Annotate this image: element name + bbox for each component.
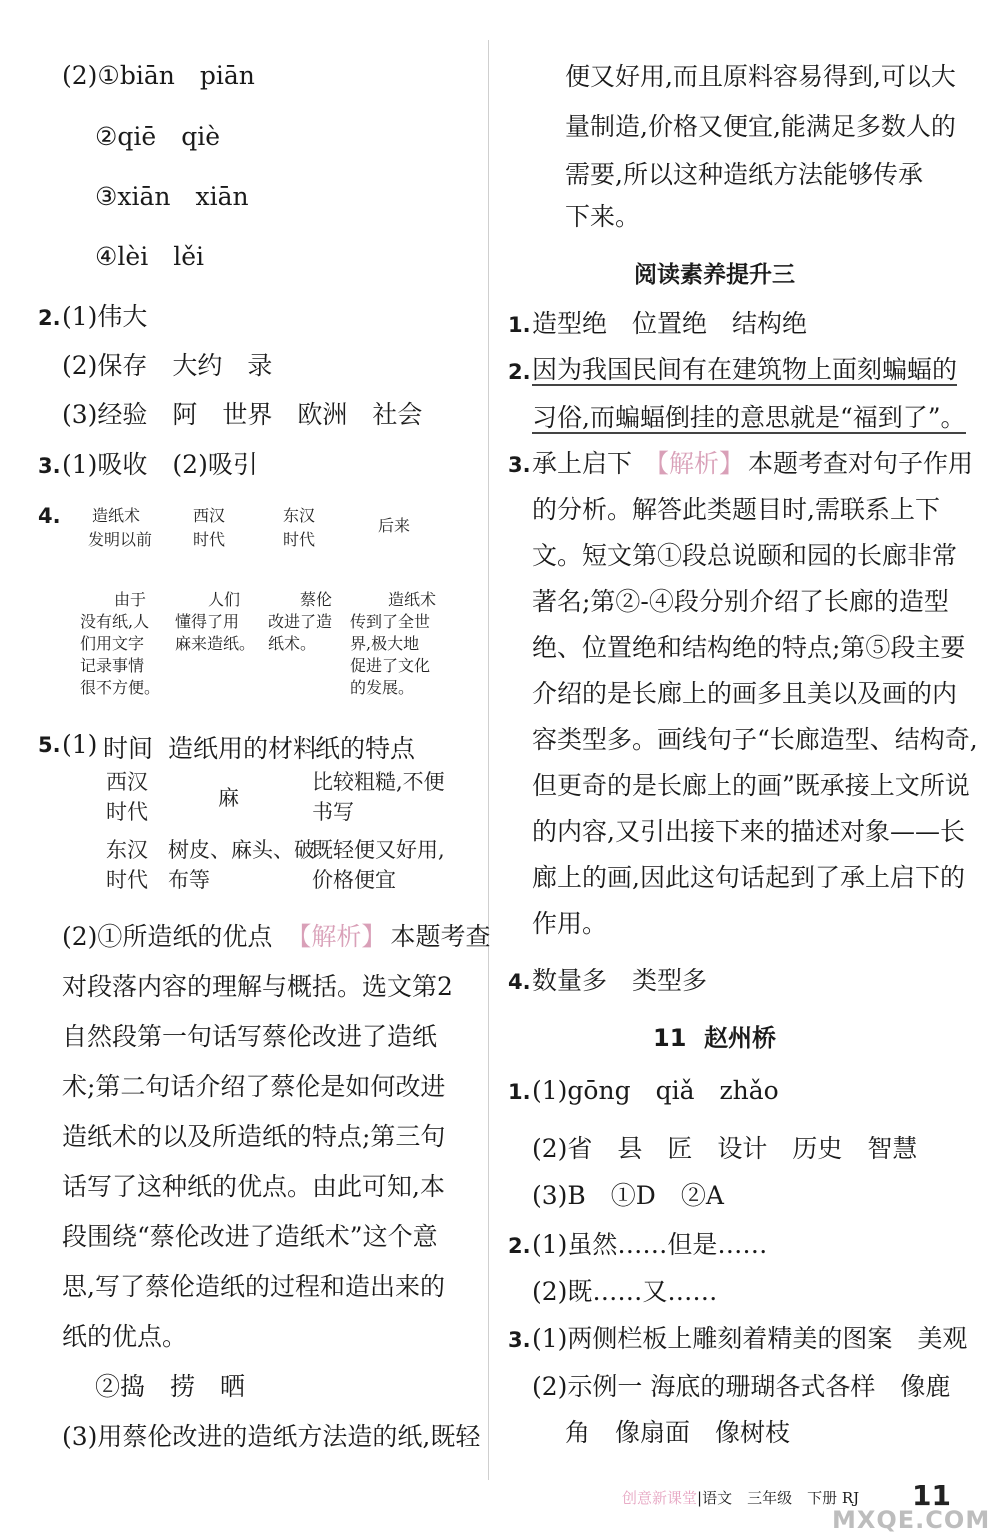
- l-q1-line-2: (2)省 县 匠 设计 历史 智慧: [532, 1134, 918, 1163]
- q5-row-1-feature-1: 比较粗糙,不便: [312, 770, 445, 794]
- q3-number: 3.: [38, 454, 61, 478]
- q2-line-2: (2)保存 大约 录: [62, 351, 273, 380]
- q4-desc-2-line-1: 人们: [208, 590, 241, 609]
- q5-row-2-time-1: 东汉: [106, 838, 148, 862]
- q4-desc-1-line-3: 们用文字: [80, 634, 145, 653]
- l-q1-line-3: (3)B ①D ②A: [532, 1181, 724, 1210]
- q5-header-material: 造纸用的材料: [168, 734, 319, 763]
- q5-part-2-after-tag: 本题考查: [390, 922, 491, 951]
- q5-explanation-line-7: 思,写了蔡伦造纸的过程和造出来的: [62, 1272, 445, 1301]
- lesson-number: 11: [653, 1024, 687, 1052]
- continued-line-1: 便又好用,而且原料容易得到,可以大: [565, 62, 956, 91]
- continued-line-4: 下来。: [565, 202, 641, 231]
- q5-row-2-time-2: 时代: [106, 868, 148, 892]
- q4-desc-3-line-1: 蔡伦: [300, 590, 333, 609]
- q1-2-line-4: ④lèi lěi: [95, 242, 204, 271]
- q4-desc-1-line-2: 没有纸,人: [80, 612, 150, 631]
- q4-desc-4-line-3: 界,极大地: [350, 634, 420, 653]
- footer-subject: |语文 三年级 下册 RJ: [697, 1489, 860, 1507]
- q1-2-line-3: ③xiān xiān: [95, 182, 249, 211]
- q5-header-feature: 纸的特点: [315, 734, 416, 763]
- q4-desc-2-line-2: 懂得了用: [175, 612, 240, 631]
- q4-desc-1-line-1: 由于: [114, 590, 147, 609]
- q5-part-3: (3)用蔡伦改进的造纸方法造的纸,既轻: [62, 1422, 481, 1451]
- r-q3-line-1: 的分析。解答此类题目时,需联系上下: [532, 495, 940, 524]
- page-number: 11: [912, 1479, 951, 1512]
- r-q3-line-7: 但更奇的是长廊上的画”既承接上文所说: [532, 771, 970, 800]
- r-q3-analysis-tag: 【解析】: [644, 449, 745, 478]
- r-q3-line-4: 绝、位置绝和结构绝的特点;第⑤段主要: [532, 633, 966, 662]
- q5-row-1-feature-2: 书写: [312, 800, 354, 824]
- q4-stage-3-line-1: 东汉: [283, 506, 316, 525]
- section-title: 阅读素养提升三: [634, 262, 795, 288]
- r-q3-line-9: 廊上的画,因此这句话起到了承上启下的: [532, 863, 965, 892]
- l-q3-line-3: 角 像扇面 像树枝: [565, 1418, 791, 1447]
- q5-header-time: 时间: [103, 734, 154, 763]
- q5-explanation-line-4: 造纸术的以及所造纸的特点;第三句: [62, 1122, 446, 1151]
- q5-label: (1): [62, 730, 98, 759]
- q5-part-2-answer: (2)①所造纸的优点: [62, 922, 273, 951]
- q3-text: (1)吸收 (2)吸引: [62, 450, 258, 479]
- q4-desc-4-line-4: 促进了文化: [350, 656, 431, 675]
- q5-explanation-line-2: 自然段第一句话写蔡伦改进了造纸: [62, 1022, 438, 1051]
- r-q3-line-8: 的内容,又引出接下来的描述对象——长: [532, 817, 965, 846]
- l-q3-number: 3.: [508, 1328, 531, 1352]
- r-q3-line-10: 作用。: [532, 909, 608, 938]
- q5-explanation-line-6: 段围绕“蔡伦改进了造纸术”这个意: [62, 1222, 438, 1251]
- q5-row-2-feature-1: 既轻便又好用,: [312, 838, 445, 862]
- q2-line-3: (3)经验 阿 世界 欧洲 社会: [62, 400, 423, 429]
- q5-row-2-material-1: 树皮、麻头、破: [168, 838, 315, 862]
- footer-brand: 创意新课堂: [622, 1489, 698, 1507]
- watermark: MXQE.COM: [832, 1506, 991, 1534]
- q5-part-2-item-2: ②捣 捞 晒: [95, 1372, 246, 1401]
- q2-number: 2.: [38, 306, 61, 330]
- q4-stage-2-line-2: 时代: [193, 530, 226, 549]
- l-q2-number: 2.: [508, 1234, 531, 1258]
- r-q3-line-6: 容类型多。画线句子“长廊造型、结构奇,: [532, 725, 978, 754]
- q5-explanation-line-8: 纸的优点。: [62, 1322, 188, 1351]
- q4-stage-3-line-2: 时代: [283, 530, 316, 549]
- q5-explanation-line-5: 话写了这种纸的优点。由此可知,本: [62, 1172, 445, 1201]
- r-q3-line-3: 著名;第②-④段分别介绍了长廊的造型: [532, 587, 949, 616]
- column-divider: [488, 40, 489, 1480]
- q4-desc-2-line-3: 麻来造纸。: [175, 634, 256, 653]
- q4-stage-2-line-1: 西汉: [193, 506, 226, 525]
- q4-number: 4.: [38, 504, 61, 528]
- q4-desc-4-line-5: 的发展。: [350, 678, 415, 697]
- r-q2-line-1: 因为我国民间有在建筑物上面刻蝙蝠的: [532, 355, 958, 384]
- footer-text: [622, 1491, 859, 1506]
- q2-line-1: (1)伟大: [62, 302, 148, 331]
- r-q3-answer: 承上启下: [532, 449, 633, 478]
- q4-stage-1-line-2: 发明以前: [88, 530, 153, 549]
- r-q3-after-tag: 本题考查对句子作用: [748, 449, 974, 478]
- q4-desc-4-line-1: 造纸术: [388, 590, 437, 609]
- lesson-title: 赵州桥: [704, 1024, 776, 1052]
- r-q3-number: 3.: [508, 453, 531, 477]
- l-q2-line-1: (1)虽然……但是……: [532, 1230, 768, 1259]
- r-q2-number: 2.: [508, 360, 531, 384]
- r-q1-number: 1.: [508, 313, 531, 337]
- r-q3-line-5: 介绍的是长廊上的画多且美以及画的内: [532, 679, 958, 708]
- q4-stage-1-line-1: 造纸术: [92, 506, 141, 525]
- q5-number: 5.: [38, 733, 61, 757]
- l-q1-number: 1.: [508, 1080, 531, 1104]
- q4-desc-3-line-3: 纸术。: [268, 634, 317, 653]
- q4-stage-4-line-1: 后来: [378, 516, 411, 535]
- q1-2-line-2: ②qiē qiè: [95, 122, 221, 151]
- r-q2-line-2: 习俗,而蝙蝠倒挂的意思就是“福到了”。: [532, 403, 966, 432]
- r-q3-first-line: [532, 451, 973, 476]
- l-q3-line-2: (2)示例一 海底的珊瑚各式各样 像鹿: [532, 1372, 951, 1401]
- q4-desc-4-line-2: 传到了全世: [350, 612, 431, 631]
- q5-row-1-time-1: 西汉: [106, 770, 148, 794]
- continued-line-2: 量制造,价格又便宜,能满足多数人的: [565, 112, 956, 141]
- l-q2-line-2: (2)既……又……: [532, 1277, 718, 1306]
- q5-row-1-material: 麻: [218, 786, 239, 810]
- l-q1-line-1: (1)gōng qiǎ zhǎo: [532, 1076, 779, 1105]
- continued-line-3: 需要,所以这种造纸方法能够传承: [565, 160, 923, 189]
- q5-explanation-line-3: 术;第二句话介绍了蔡伦是如何改进: [62, 1072, 446, 1101]
- q5-part-2-start: [62, 924, 490, 949]
- r-q3-line-2: 文。短文第①段总说颐和园的长廊非常: [532, 541, 958, 570]
- q5-explanation-line-1: 对段落内容的理解与概括。选文第2: [62, 972, 453, 1001]
- q1-2-line-1: (2)①biān piān: [62, 61, 255, 90]
- r-q1-text: 造型绝 位置绝 结构绝: [532, 309, 808, 338]
- q4-desc-1-line-4: 记录事情: [80, 656, 145, 675]
- q5-row-2-material-2: 布等: [168, 868, 210, 892]
- l-q3-line-1: (1)两侧栏板上雕刻着精美的图案 美观: [532, 1324, 968, 1353]
- r-q4-text: 数量多 类型多: [532, 966, 708, 995]
- q4-desc-3-line-2: 改进了造: [268, 612, 333, 631]
- q4-desc-1-line-5: 很不方便。: [80, 678, 161, 697]
- r-q4-number: 4.: [508, 970, 531, 994]
- q5-row-1-time-2: 时代: [106, 800, 148, 824]
- analysis-tag: 【解析】: [286, 922, 387, 951]
- q5-row-2-feature-2: 价格便宜: [312, 868, 396, 892]
